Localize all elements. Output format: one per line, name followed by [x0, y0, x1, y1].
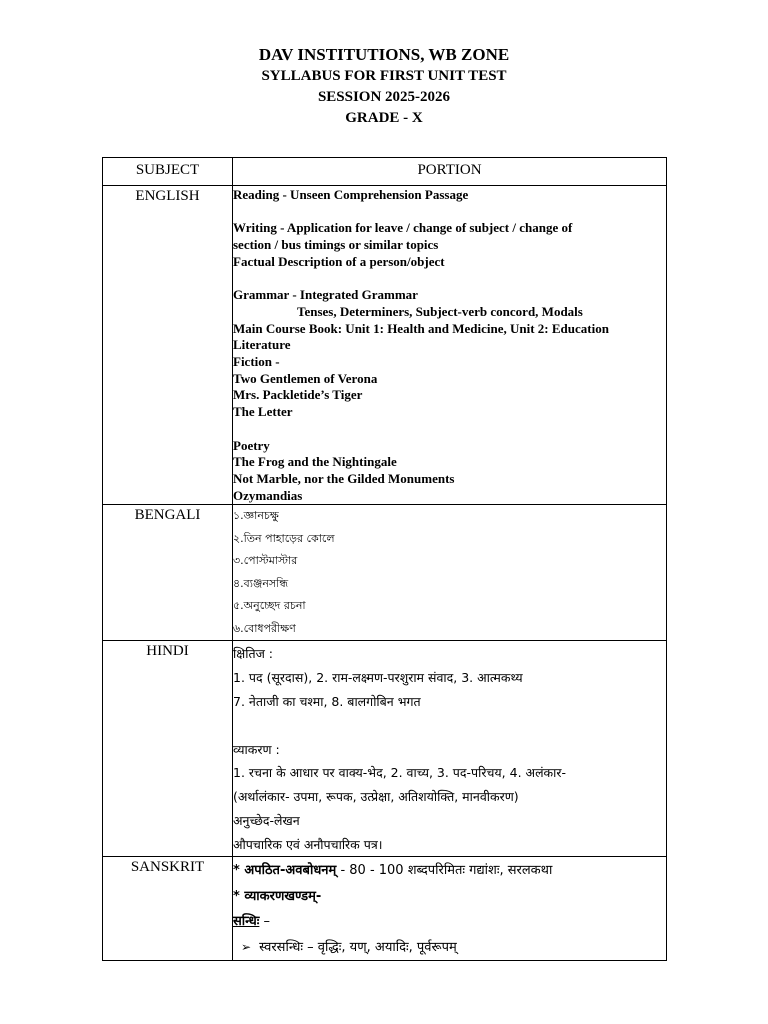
portion-line: औपचारिक एवं अनौपचारिक पत्र।	[233, 836, 383, 852]
portion-line: 1. पद (सूरदास), 2. राम-लक्ष्मण-परशुराम संवाद, 3. आत्मकथ्य	[233, 670, 523, 686]
portion-column-header: PORTION	[233, 158, 667, 186]
portion-line: Not Marble, nor the Gilded Monuments	[233, 470, 455, 486]
portion-cell-english	[233, 186, 667, 505]
portion-line: Factual Description of a person/object	[233, 253, 445, 269]
portion-line: व्याकरण :	[233, 741, 280, 757]
portion-line: Mrs. Packletide’s Tiger	[233, 387, 363, 403]
grade-label: GRADE - X	[345, 110, 423, 126]
portion-line: Tenses, Determiners, Subject-verb concord, Modals	[297, 303, 583, 319]
syllabus-table	[102, 157, 667, 961]
portion-cell-bengali	[233, 505, 667, 641]
portion-line: 1. रचना के आधार पर वाक्य-भेद, 2. वाच्य, 3. पद-परिचय, 4. अलंकार-	[233, 765, 567, 781]
portion-cell-sanskrit	[233, 857, 667, 961]
portion-line: Two Gentlemen of Verona	[233, 370, 378, 386]
subject-cell: ENGLISH	[103, 186, 233, 505]
portion-line: क्षितिज :	[233, 646, 274, 662]
portion-line: (अर्थालंकार- उपमा, रूपक, उत्प्रेक्षा, अतिशयोक्ति, मानवीकरण)	[233, 789, 519, 805]
table-row-hindi	[103, 641, 667, 857]
portion-line: Poetry	[233, 437, 270, 453]
table-row-sanskrit	[103, 857, 667, 961]
portion-line	[233, 935, 666, 961]
portion-line: ৩.পোস্টমাস্টার	[233, 554, 298, 568]
institution-title: DAV INSTITUTIONS, WB ZONE	[258, 45, 510, 64]
grammar-section-heading: * व्याकरणखण्डम्-	[233, 888, 322, 904]
portion-line: ২.তিন পাহাড়ের কোলে	[233, 531, 335, 545]
portion-line: अनुच्छेद-लेखन	[233, 812, 300, 828]
subject-column-header: SUBJECT	[103, 158, 233, 186]
arrow-bullet-icon: ➢	[241, 939, 252, 954]
unseen-passage-heading: * अपठित-अवबोधनम्	[233, 863, 337, 879]
document-header	[0, 44, 768, 129]
portion-line: The Frog and the Nightingale	[233, 454, 397, 470]
portion-line: The Letter	[233, 404, 293, 420]
portion-cell-hindi	[233, 641, 667, 857]
swara-sandhi-item: स्वरसन्धिः – वृद्धिः, यण्, अयादिः, पूर्वरूपम्	[259, 939, 457, 955]
portion-line: Ozymandias	[233, 487, 303, 503]
portion-line: ৫.অনুচ্ছেদ রচনা	[233, 599, 306, 613]
table-row-english	[103, 186, 667, 505]
sandhi-dash: –	[259, 914, 271, 930]
portion-line	[233, 909, 666, 935]
subject-cell: HINDI	[103, 641, 233, 857]
portion-line: ৪.ব্যঞ্জনসন্ধি	[233, 576, 289, 590]
portion-line: ৬.বোধপরীক্ষণ	[233, 621, 296, 635]
portion-line: ১.জ্ঞানচক্ষু	[233, 509, 279, 523]
sandhi-heading: सन्धिः	[233, 914, 260, 930]
table-header-row	[103, 158, 667, 186]
portion-line: Literature	[233, 337, 291, 353]
portion-line: Fiction -	[233, 354, 280, 369]
portion-line	[233, 884, 666, 910]
portion-line: Reading - Unseen Comprehension Passage	[233, 187, 469, 202]
portion-line	[233, 858, 666, 884]
portion-line: 7. नेताजी का चश्मा, 8. बालगोबिन भगत	[233, 693, 421, 709]
portion-line: section / bus timings or similar topics	[233, 237, 439, 253]
unseen-passage-detail: - 80 - 100 शब्दपरिमितः गद्यांशः, सरलकथा	[336, 863, 553, 879]
portion-line: Main Course Book: Unit 1: Health and Medicine, Unit 2: Education	[233, 320, 609, 336]
syllabus-title: SYLLABUS FOR FIRST UNIT TEST	[261, 68, 507, 84]
subject-cell: BENGALI	[103, 505, 233, 641]
portion-line: Grammar - Integrated Grammar	[233, 287, 418, 303]
table-row-bengali	[103, 505, 667, 641]
portion-line: Writing - Application for leave / change of subject / change of	[233, 220, 573, 236]
subject-cell: SANSKRIT	[103, 857, 233, 961]
session-label: SESSION 2025-2026	[317, 89, 451, 105]
